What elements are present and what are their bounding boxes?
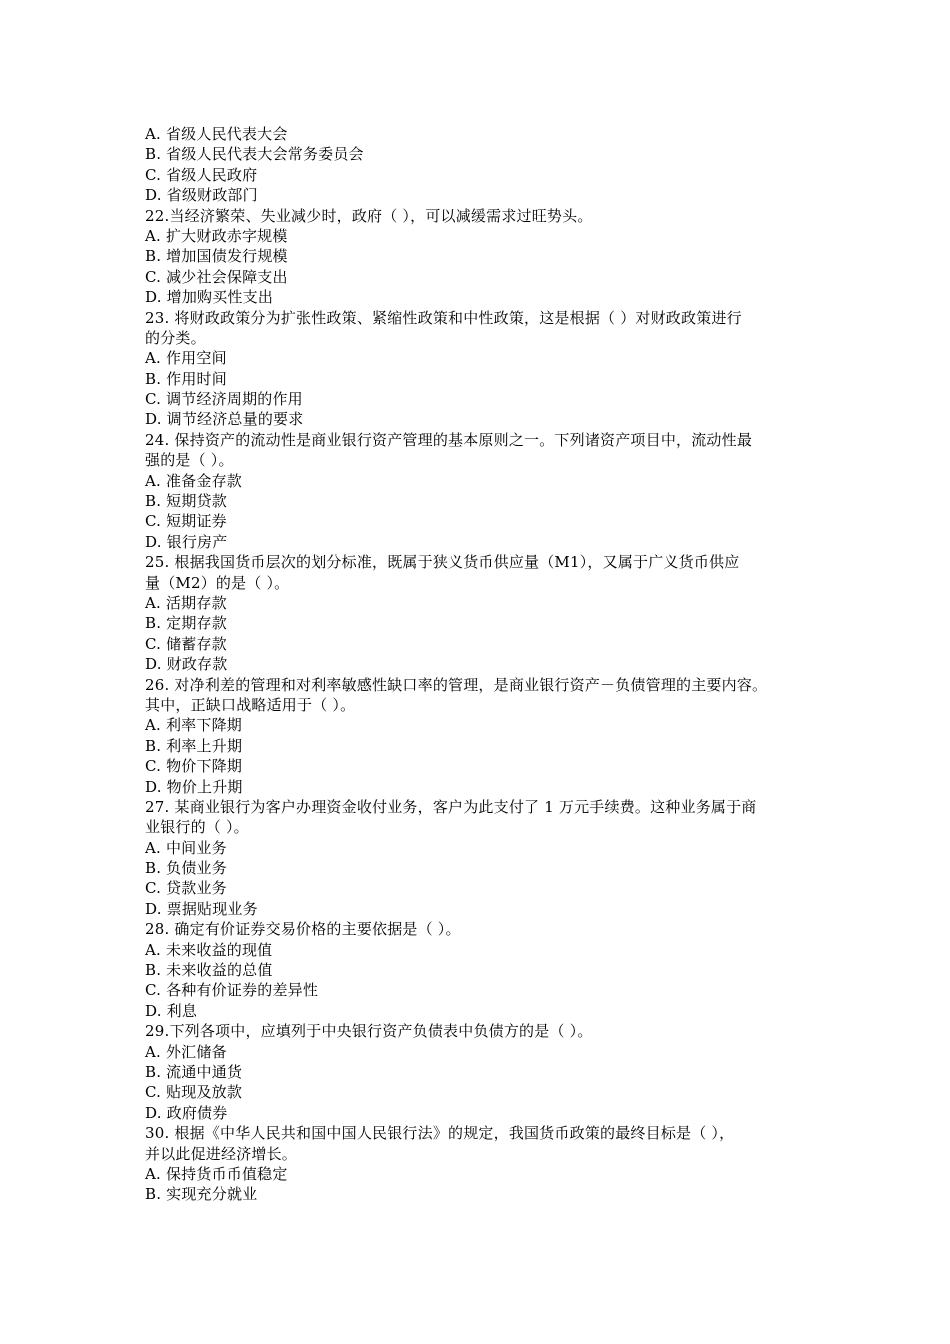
text-line: C. 省级人民政府 <box>145 165 258 184</box>
text-line: A. 外汇储备 <box>145 1042 227 1061</box>
question-line: 30. 根据《中华人民共和国中国人民银行法》的规定，我国货币政策的最终目标是（ ）， <box>145 1124 735 1143</box>
text-line: D. 利息 <box>145 1001 198 1020</box>
text-line: 业银行的（ ）。 <box>145 818 249 837</box>
text-line: B. 增加国债发行规模 <box>145 247 288 266</box>
question-line: 25. 根据我国货币层次的划分标准，既属于狭义货币供应量（M1），又属于广义货币供应 <box>145 553 740 572</box>
text-line: C. 减少社会保障支出 <box>145 267 288 286</box>
question-line: 23. 将财政政策分为扩张性政策、紧缩性政策和中性政策，这是根据（ ）对财政政策进行 <box>145 308 742 327</box>
text-line: D. 银行房产 <box>145 532 228 551</box>
text-line: A. 未来收益的现值 <box>145 940 273 959</box>
text-line: 强的是（ ）。 <box>145 451 234 470</box>
question-line: 29.下列各项中，应填列于中央银行资产负债表中负债方的是（ ）。 <box>145 1022 593 1041</box>
text-line: B. 流通中通货 <box>145 1062 243 1081</box>
text-line: C. 物价下降期 <box>145 757 243 776</box>
question-line: 22.当经济繁荣、失业减少时，政府（ ），可以减缓需求过旺势头。 <box>145 206 593 225</box>
text-line: D. 财政存款 <box>145 655 228 674</box>
question-line: 27. 某商业银行为客户办理资金收付业务，客户为此支付了 1 万元手续费。这种业务属于商 <box>145 797 757 816</box>
text-line: C. 储蓄存款 <box>145 634 227 653</box>
text-line: B. 短期贷款 <box>145 492 227 511</box>
text-line: A. 省级人民代表大会 <box>145 125 288 143</box>
text-line: C. 调节经济周期的作用 <box>145 390 303 409</box>
text-line: D. 增加购买性支出 <box>145 288 274 307</box>
text-line: A. 中间业务 <box>145 838 227 857</box>
text-line: A. 活期存款 <box>145 593 227 612</box>
text-line: D. 调节经济总量的要求 <box>145 410 304 429</box>
text-line: B. 实现充分就业 <box>145 1185 258 1204</box>
text-line: 的分类。 <box>145 328 206 347</box>
text-line: C. 各种有价证券的差异性 <box>145 981 319 1000</box>
text-line: C. 贴现及放款 <box>145 1083 243 1102</box>
question-line: 26. 对净利差的管理和对利率敏感性缺口率的管理，是商业银行资产－负债管理的主要内容。 <box>145 675 768 694</box>
text-line: C. 短期证券 <box>145 512 227 531</box>
text-line: D. 政府债券 <box>145 1103 228 1122</box>
text-line: B. 未来收益的总值 <box>145 961 273 980</box>
text-line: C. 贷款业务 <box>145 879 227 898</box>
text-line: B. 省级人民代表大会常务委员会 <box>145 145 364 164</box>
question-line: 24. 保持资产的流动性是商业银行资产管理的基本原则之一。下列诸资产项目中，流动性最 <box>145 430 753 449</box>
document-page <box>145 124 825 1205</box>
question-line: 28. 确定有价证券交易价格的主要依据是（ ）。 <box>145 920 461 939</box>
text-line: D. 票据贴现业务 <box>145 899 258 918</box>
text-line: 并以此促进经济增长。 <box>145 1144 298 1163</box>
text-line: A. 准备金存款 <box>145 471 242 490</box>
text-line: A. 作用空间 <box>145 349 227 368</box>
text-line: A. 利率下降期 <box>145 716 242 735</box>
text-line: B. 作用时间 <box>145 369 227 388</box>
text-line: B. 定期存款 <box>145 614 227 633</box>
text-line: D. 省级财政部门 <box>145 186 258 205</box>
text-line: D. 物价上升期 <box>145 777 243 796</box>
text-line: B. 利率上升期 <box>145 736 243 755</box>
text-line: A. 保持货币币值稳定 <box>145 1164 288 1183</box>
text-line: 量（M2）的是（ ）。 <box>145 573 290 592</box>
text-line: 其中，正缺口战略适用于（ ）。 <box>145 695 356 714</box>
text-line: B. 负债业务 <box>145 859 227 878</box>
text-line: A. 扩大财政赤字规模 <box>145 226 288 245</box>
